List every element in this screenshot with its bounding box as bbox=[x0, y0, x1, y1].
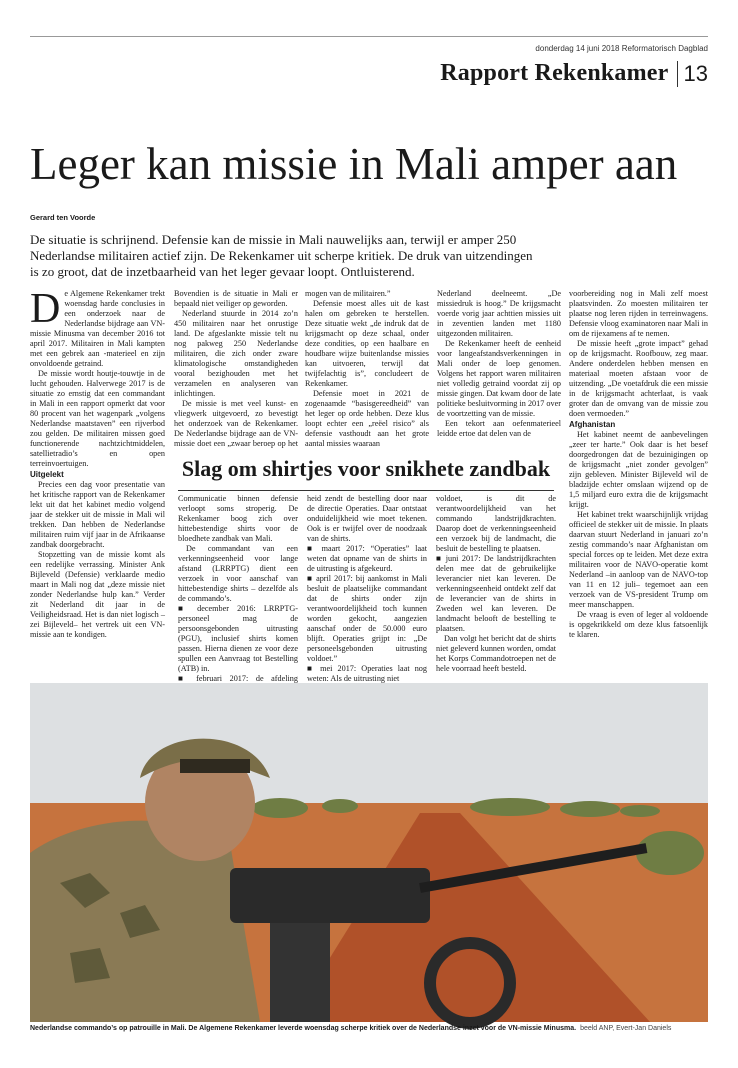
photo-caption bbox=[30, 1025, 720, 1032]
headline: Leger kan missie in Mali amper aan bbox=[30, 139, 678, 189]
paragraph: Dan volgt het bericht dat de shirts niet geleverd kunnen worden, omdat het Korps Commandotroepen net de hele voorraad heeft besteld. bbox=[436, 634, 556, 673]
dateline bbox=[535, 44, 708, 53]
date: donderdag 14 juni 2018 bbox=[535, 44, 620, 53]
paragraph: ■ februari 2017: de afdeling bbox=[178, 674, 298, 683]
paragraph: De missie is met veel kunst- en vliegwerk uitgevoerd, zo bevestigt het onderzoek van de Rekenkamer. De Nederlandse bijdrage aan de VN-missie doet een „zwaar beroep op het bbox=[174, 399, 298, 448]
caption-text: Nederlandse commando’s op patrouille in Mali. De Algemene Rekenkamer leverde woensdag scherpe kritiek over de Nederlandse inzet voor de VN-missie Minusma. bbox=[30, 1025, 577, 1032]
subhead-uitgelekt: Uitgelekt bbox=[30, 470, 64, 479]
paragraph: mogen van de militairen.” bbox=[305, 289, 391, 298]
paragraph: Defensie moest alles uit de kast halen om gebreken te herstellen. Deze situatie wekt „de indruk dat de krijgsmacht op deze schaal, onder deze condities, op een haalbare en houdbare wijze buitenlandse missies kan uitvoeren, terwijl dat twijfelachtig is”, concludeert de Rekenkamer. bbox=[305, 299, 429, 388]
photo bbox=[30, 683, 708, 1022]
paragraph: voldoet, is dit de verantwoordelijkheid van het commando landstrijdkrachten. Daarop doet de verkenningseenheid een verzoek bij de landmacht, die besluit de bestelling te plaatsen. bbox=[436, 494, 556, 553]
paragraph: Stopzetting van de missie komt als een redelijke verrassing. Minister Ank Bijleveld (Defensie) verklaarde medio maart in Mali nog dat „deze missie niet zonder Nederlandse hulp kan.” Verder zit Nederland dit jaar in de Veiligheidsraad. Het is dan niet logisch –zei Bijleveld– het vertrek uit een VN-missie aan te kondigen. bbox=[30, 550, 165, 639]
paragraph: De missie heeft „grote impact” gehad op de krijgsmacht. Roofbouw, zeg maar. Andere onderdelen hebben mensen en materiaal moeten afstaan voor de uitzending. „De voetafdruk die een missie in de krijgsmacht achterlaat, is vaak groter dan de omvang van de missie zou doen vermoeden.” bbox=[569, 339, 708, 418]
section-divider bbox=[677, 61, 678, 87]
article-column-2 bbox=[174, 289, 298, 448]
section-title: Rapport Rekenkamer bbox=[440, 60, 669, 86]
paragraph: ■ april 2017: bij aankomst in Mali besluit de plaatselijke commandant dat de shirts onder zijn verantwoordelijkheid toch kunnen worden gekocht, aangezien aanschaf onder de 50.000 euro blijft. Operaties grijpt in: „De personeelsgebonden uitrusting voldoet.” bbox=[307, 574, 427, 663]
sidebar-rule bbox=[178, 490, 554, 491]
paragraph: De missie wordt houtje-touwtje in de lucht gehouden. Halverwege 2017 is de situatie zo ernstig dat een commandant in Mali in een rapport opmerkt dat voor 80 procent van het wagenpark „volgens Nederlandse maatstaven” een rijverbod zou gelden. De militairen missen goed functionerende nachtzichtmiddelen, satellietradio’s en open terreinvoertuigen. bbox=[30, 369, 165, 468]
paragraph: voorbereiding nog in Mali zelf moest plaatsvinden. Zo moesten militairen ter plaatse nog leren rijden in terreinwagens. Defensie vloog examinatoren naar Mali in om de rijexamens af te nemen. bbox=[569, 289, 708, 338]
paragraph: ■ maart 2017: “Operaties” laat weten dat opname van de shirts in de uitrusting is afgekeurd. bbox=[307, 544, 427, 573]
sidebar-title: Slag om shirtjes voor snikhete zandbak bbox=[181, 456, 551, 481]
paragraph: Nederland stuurde in 2014 zo’n 450 militairen naar het onrustige land. De afgeslankte missie telt nu nog pakweg 250 Nederlandse militairen, die zich onder zware klimatologische omstandigheden vooral bezighouden met het verzamelen en analyseren van inlichtingen. bbox=[174, 309, 298, 398]
dropcap: D bbox=[30, 286, 61, 332]
paragraph: Een tekort aan oefenmaterieel leidde ertoe dat delen van de bbox=[437, 419, 561, 438]
section-header bbox=[440, 60, 708, 87]
article-column-1 bbox=[30, 286, 165, 694]
paragraph: ■ december 2016: LRRPTG-personeel mag de persoonsgebonden uitrusting (PGU), inclusief shirts komen passen. Hierna dienen ze voor deze spullen een Aanvraag tot Bestelling (ATB) in. bbox=[178, 604, 298, 673]
sidebar-column-2 bbox=[307, 494, 427, 683]
paragraph: Communicatie binnen defensie verloopt soms stroperig. De Rekenkamer boog zich over hittebestendige shirts voor de bloedhete zandbak van Mali. bbox=[178, 494, 298, 543]
sidebar-column-3 bbox=[436, 494, 556, 674]
top-rule bbox=[30, 36, 708, 37]
paragraph: ■ juni 2017: De landstrijdkrachten delen mee dat de gebruikelijke leverancier niet kan leveren. De verkenningseenheid ontdekt zelf dat de leverancier van de shirts in Zweden wel kan leveren. De landmacht belooft de bestelling te plaatsen. bbox=[436, 554, 556, 633]
paragraph: Defensie moet in 2021 de zogenaamde “basisgereedheid” van het leger op orde hebben. Deze klus loopt echter een „reëel risico” als defensie vasthoudt aan het grote aantal missies waaraan bbox=[305, 389, 429, 448]
paragraph: De commandant van een verkenningseenheid voor lange afstand (LRRPTG) dient een verzoek in voor aanschaf van hittebestendige shirts – dezelfde als de commando’s. bbox=[178, 544, 298, 603]
article-column-5 bbox=[569, 289, 708, 694]
paragraph: e Algemene Rekenkamer trekt woensdag harde conclusies in een onderzoek naar de Nederlandse bijdrage aan VN-missie Minusma van december 2016 tot april 2017. Militairen in Mali kampten met een gebrek aan -materieel en zijn onvoldoende getraind. bbox=[30, 289, 165, 368]
paragraph: Het kabinet neemt de aanbevelingen „zeer ter harte.” Ook daar is het besef doorgedrongen dat de bezuinigingen op de krijgsmacht „niet zonder gevolgen” zijn gebleven. Minister Bijleveld wil de bladzijde echter omslaan wijzend op de 1,5 miljard euro extra die de krijgsmacht krijgt. bbox=[569, 430, 708, 509]
article-column-4 bbox=[437, 289, 561, 445]
paragraph: Het kabinet trekt waarschijnlijk vrijdag officieel de stekker uit de missie. In plaats daarvan stuurt Nederland in januari zo’n zestig commando’s naar Afghanistan om special forces op te leiden. Met deze extra militairen voor de NAVO-operatie komt Nederland –in aanloop van de NAVO-top van 11 en 12 juli– tegemoet aan een verzoek van de VS-president Trump om meer manschappen. bbox=[569, 510, 708, 609]
paragraph: De vraag is even of leger al voldoende is opgekrikkeld om deze klus fatsoenlijk te klaren. bbox=[569, 610, 708, 639]
paper-name: Reformatorisch Dagblad bbox=[621, 44, 708, 53]
byline: Gerard ten Voorde bbox=[30, 213, 96, 222]
sky bbox=[30, 683, 708, 813]
photo-illustration bbox=[30, 683, 708, 1022]
photo-credit: beeld ANP, Evert-Jan Daniels bbox=[580, 1025, 672, 1032]
lead-paragraph: De situatie is schrijnend. Defensie kan de missie in Mali nauwelijks aan, terwijl er amper 250 Nederlandse militairen actief zijn. De Rekenkamer uit scherpe kritiek. De druk van uitzendingen is zo groot, dat de inzetbaarheid van het leger gevaar loopt. Ontluisterend. bbox=[30, 232, 533, 279]
subhead-afghanistan: Afghanistan bbox=[569, 420, 616, 429]
paragraph: Precies een dag voor presentatie van het kritische rapport van de Rekenkamer lekt uit dat het kabinet medio volgend jaar de stekker uit de missie in Mali wil trekken. Dan hebben de Nederlandse militairen ruim vijf jaar in de Afrikaanse zandbak doorgebracht. bbox=[30, 480, 165, 549]
paragraph: Bovendien is de situatie in Mali er bepaald niet veiliger op geworden. bbox=[174, 289, 298, 308]
page-number: 13 bbox=[683, 60, 708, 86]
paragraph: De Rekenkamer heeft de eenheid voor langeafstandsverkenningen in Mali onder de loep genomen. Volgens het rapport waren militairen niet volledig getraind voordat zij op missie gingen. Dat kwam door de late politieke besluitvorming in 2017 over de voortzetting van de missie. bbox=[437, 339, 561, 418]
sidebar-column-1 bbox=[178, 494, 298, 683]
paragraph: ■ mei 2017: Operaties laat nog weten: Als de uitrusting niet bbox=[307, 664, 427, 683]
article-column-3 bbox=[305, 289, 429, 448]
paragraph: Nederland deelneemt. „De missiedruk is hoog.” De krijgsmacht voerde vorig jaar achttien missies uit in zeventien landen met 1180 uitgezonden militairen. bbox=[437, 289, 561, 338]
paragraph: heid zendt de bestelling door naar de directie Operaties. Daar ontstaat onduidelijkheid wie moet tekenen. Ook is er twijfel over de noodzaak van de shirts. bbox=[307, 494, 427, 543]
